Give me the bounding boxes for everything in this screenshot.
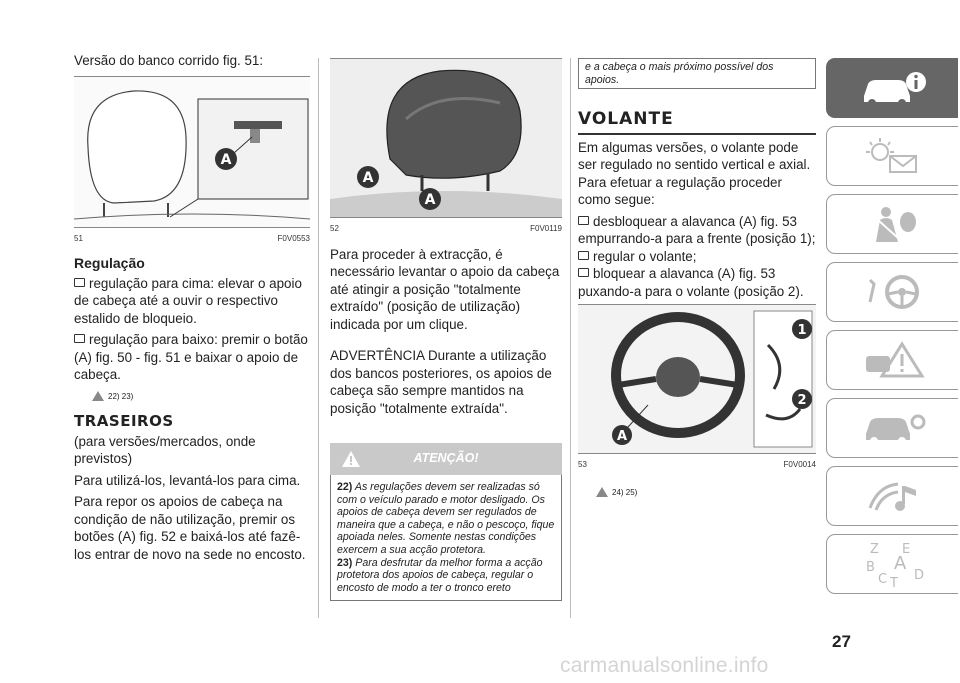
column-divider bbox=[318, 58, 319, 618]
figure-label-a: A bbox=[220, 151, 232, 168]
list-item: regulação para baixo: premir o botão (A) fig. 50 - fig. 51 e baixar o apoio de cabeça. bbox=[74, 332, 308, 382]
column-3 bbox=[578, 52, 816, 505]
index-letter: T bbox=[889, 576, 898, 589]
emergency-triangle-icon bbox=[858, 340, 928, 380]
index-letter: B bbox=[865, 560, 875, 575]
column-2 bbox=[330, 52, 562, 601]
car-info-icon bbox=[858, 68, 928, 108]
figure-label-a: A bbox=[424, 192, 436, 208]
tab-starting-driving[interactable] bbox=[826, 262, 958, 322]
figure-51-caption bbox=[74, 228, 310, 250]
advertencia-paragraph: ADVERTÊNCIA Durante a utilização dos bancos posteriores, os apoios de cabeça são sempre mantidos na posição "totalmente extraída". bbox=[330, 348, 552, 416]
figure-label-a: A bbox=[362, 170, 374, 186]
figure-code: F0V0014 bbox=[783, 460, 816, 470]
warning-title: ATENÇÃO! bbox=[413, 451, 479, 466]
figure-label-a: A bbox=[616, 429, 628, 445]
index-letter: Z bbox=[869, 542, 879, 557]
intro-text: Versão do banco corrido fig. 51: bbox=[74, 53, 264, 68]
figure-number: 51 bbox=[74, 233, 83, 243]
chapter-tabs bbox=[826, 58, 958, 602]
bullet-box-icon bbox=[578, 251, 589, 260]
figure-number: 53 bbox=[578, 460, 587, 470]
warning-item: 22) As regulações devem ser realizadas só com o veículo parado e motor desligado. Os apoios de cabeça devem ser regulados de maneira que a cabeça, e não o pescoço, fique apoiada neles. Somente nestas condições exercem a sua acção protetora. bbox=[337, 481, 555, 556]
tab-multimedia[interactable] bbox=[826, 466, 958, 526]
index-letter: E bbox=[901, 542, 910, 557]
warning-header bbox=[330, 443, 562, 475]
regulacao-heading: Regulação bbox=[74, 255, 145, 271]
figure-53-caption bbox=[578, 454, 816, 476]
tab-maintenance[interactable] bbox=[826, 398, 958, 458]
multimedia-music-icon bbox=[858, 476, 928, 516]
index-letter: D bbox=[913, 568, 924, 583]
paragraph: Para utilizá-los, levantá-los para cima. bbox=[74, 472, 301, 488]
list-item: desbloquear a alavanca (A) fig. 53 empurrando-a para a frente (posição 1); bbox=[578, 213, 816, 247]
paragraph: Para repor os apoios de cabeça na condição de não utilização, premir os botões (A) fig. 52 e baixá-los até fazê-los entrar de novo na sede no encosto. bbox=[74, 494, 306, 562]
paragraph: Para proceder à extracção, é necessário levantar o apoio da cabeça até atingir a posição "totalmente extraído" (posição de utilização) indicada por um clique. bbox=[330, 246, 560, 332]
list-item: regular o volante; bbox=[578, 248, 816, 266]
figure-51 bbox=[74, 76, 310, 228]
figure-52-caption bbox=[330, 218, 562, 240]
maintenance-car-icon bbox=[858, 408, 928, 448]
position-label-1: 1 bbox=[797, 323, 807, 339]
tab-warning-lights[interactable] bbox=[826, 126, 958, 186]
warning-continuation-box: e a cabeça o mais próximo possível dos apoios. bbox=[578, 58, 816, 89]
warning-item: 23) Para desfrutar da melhor forma a acção protetora dos apoios de cabeça, regular o encosto de modo a ter o tronco ereto bbox=[337, 556, 543, 594]
position-label-2: 2 bbox=[797, 393, 807, 409]
warning-references: 24) 25) bbox=[596, 484, 816, 502]
bullet-box-icon bbox=[578, 268, 589, 277]
figure-code: F0V0553 bbox=[277, 233, 310, 243]
column-divider bbox=[570, 58, 571, 618]
warning-triangle-icon bbox=[92, 391, 104, 401]
figure-53 bbox=[578, 304, 816, 454]
bullet-box-icon bbox=[74, 334, 85, 343]
steering-wheel-icon bbox=[858, 272, 928, 312]
warning-lights-icon bbox=[858, 136, 928, 176]
page-number: 27 bbox=[832, 632, 851, 651]
index-letter: C bbox=[877, 572, 887, 587]
list-item: regulação para cima: elevar o apoio de cabeça até a ouvir o respectivo estalido de bloqueio. bbox=[74, 275, 302, 326]
alphabetical-index-icon bbox=[858, 539, 928, 589]
steering-wheel-illustration bbox=[578, 305, 816, 453]
traseiros-heading: TRASEIROS bbox=[74, 412, 174, 430]
tab-index[interactable] bbox=[826, 534, 958, 594]
figure-52 bbox=[330, 58, 562, 218]
warning-triangle-icon bbox=[596, 487, 608, 497]
figure-code: F0V0119 bbox=[530, 224, 562, 233]
index-letter: A bbox=[893, 553, 906, 574]
column-1 bbox=[74, 52, 310, 567]
footer-watermark: carmanualsonline.info bbox=[560, 654, 769, 677]
seatbelt-safety-icon bbox=[858, 204, 928, 244]
warning-box bbox=[330, 475, 562, 601]
warning-references: 22) 23) bbox=[92, 388, 310, 406]
list-item: bloquear a alavanca (A) fig. 53 puxando-a para o volante (posição 2). bbox=[578, 266, 804, 299]
volante-heading: VOLANTE bbox=[578, 111, 816, 135]
bullet-box-icon bbox=[74, 278, 85, 287]
bullet-box-icon bbox=[578, 216, 589, 225]
tab-safety[interactable] bbox=[826, 194, 958, 254]
tab-car-info[interactable] bbox=[826, 58, 958, 118]
headrest-bench-illustration bbox=[74, 77, 310, 227]
figure-number: 52 bbox=[330, 224, 339, 233]
warning-triangle-icon bbox=[342, 451, 360, 467]
tab-emergency[interactable] bbox=[826, 330, 958, 390]
rear-headrest-illustration bbox=[330, 59, 562, 217]
paragraph: Em algumas versões, o volante pode ser regulado no sentido vertical e axial. Para efetuar a regulação proceder como segue: bbox=[578, 139, 811, 208]
paragraph: (para versões/mercados, onde previstos) bbox=[74, 433, 256, 466]
